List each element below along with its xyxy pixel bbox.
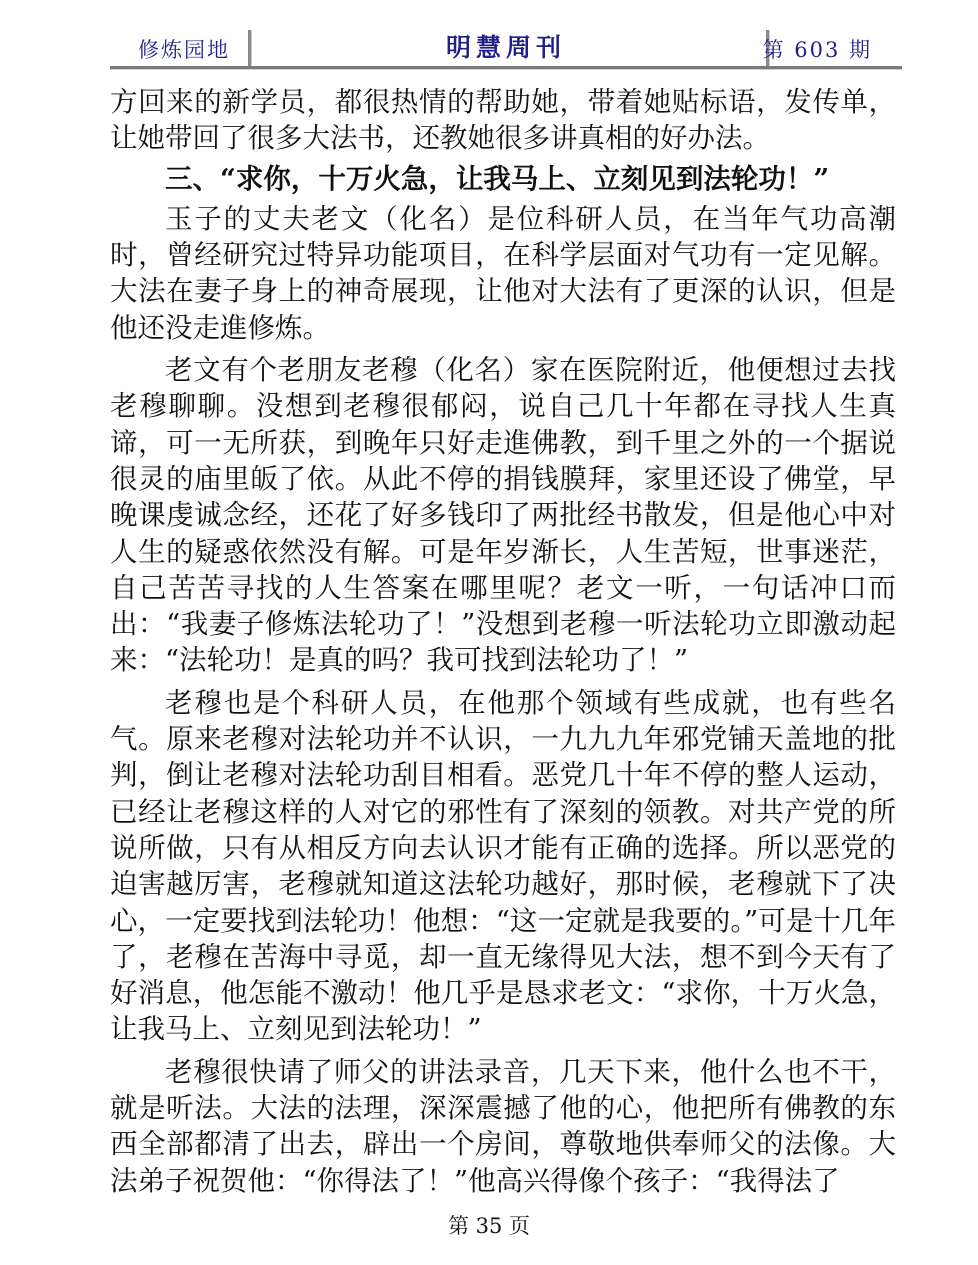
paragraph: 老穆也是个科研人员，在他那个领域有些成就，也有些名气。原来老穆对法轮功并不认识，一九九九年邪党铺天盖地的批判，倒让老穆对法轮功刮目相看。恶党几十年不停的整人运动，已经让老穆这样的人对它的邪性有了深刻的领教。对共产党的所说所做，只有从相反方向去认识才能有正确的选择。所以恶党的迫害越厉害，老穆就知道这法轮功越好，那时候，老穆就下了决心，一定要找到法轮功！他想：“这一定就是我要的。”可是十几年了，老穆在苦海中寻觅，却一直无缘得见大法，想不到今天有了好消息，他怎能不激动！他几乎是恳求老文：“求你，十万火急，让我马上、立刻见到法轮功！” xyxy=(110,686,896,1046)
publication-title: 明慧周刊 xyxy=(445,33,566,62)
page-number: 第 35 页 xyxy=(447,1214,531,1238)
section-label: 修炼园地 xyxy=(138,38,230,62)
paragraph: 玉子的丈夫老文（化名）是位科研人员，在当年气功高潮时，曾经研究过特异功能项目，在科学层面对气功有一定见解。大法在妻子身上的神奇展现，让他对大法有了更深的认识，但是他还没走進修炼。 xyxy=(110,202,896,344)
section-heading: 三、“求你，十万火急，让我马上、立刻见到法轮功！” xyxy=(165,162,830,195)
issue-number: 第 603 期 xyxy=(762,38,872,62)
header-rule xyxy=(110,66,902,70)
article-body xyxy=(110,84,896,1205)
page-header xyxy=(110,28,902,68)
continued-paragraph: 方回来的新学员，都很热情的帮助她，带着她贴标语，发传单，让她带回了很多大法书，还教她很多讲真相的好办法。 xyxy=(110,86,896,155)
paragraph: 老文有个老朋友老穆（化名）家在医院附近，他便想过去找老穆聊聊。没想到老穆很郁闷，说自己几十年都在寻找人生真谛，可一无所获，到晚年只好走進佛教，到千里之外的一个据说很灵的庙里皈了依。从此不停的捐钱膜拜，家里还设了佛堂，早晚课虔诚念经，还花了好多钱印了两批经书散发，但是他心中对人生的疑惑依然没有解。可是年岁渐长，人生苦短，世事迷茫，自己苦苦寻找的人生答案在哪里呢？老文一听，一句话冲口而出：“我妻子修炼法轮功了！”没想到老穆一听法轮功立即激动起来：“法轮功！是真的吗？我可找到法轮功了！” xyxy=(110,354,896,677)
paragraph: 老穆很快请了师父的讲法录音，几天下来，他什么也不干，就是听法。大法的法理，深深震撼了他的心，他把所有佛教的东西全部都清了出去，辟出一个房间，尊敬地供奉师父的法像。大法弟子祝贺他：“你得法了！”他高兴得像个孩子：“我得法了 xyxy=(110,1055,896,1197)
